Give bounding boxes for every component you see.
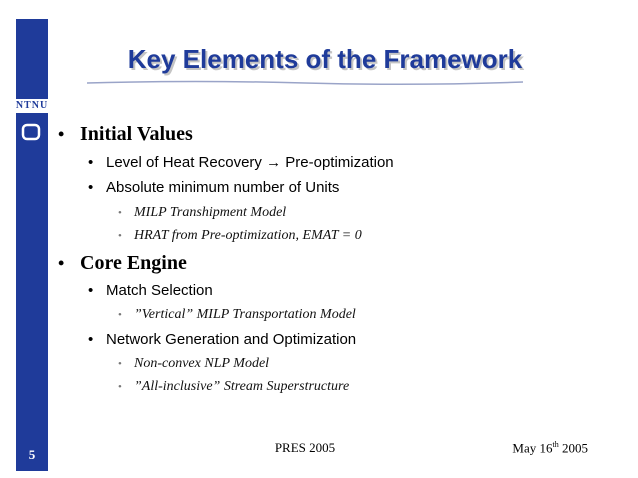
title-underline	[85, 80, 525, 86]
bullet-icon: •	[118, 358, 122, 370]
footer-conference: PRES 2005	[274, 440, 336, 455]
bullet-icon: •	[118, 230, 122, 242]
item-label-after: Pre-optimization	[285, 154, 394, 171]
section-label: Initial Values	[80, 123, 193, 145]
item-label: Level of Heat Recovery	[106, 154, 262, 171]
bullet-icon: •	[88, 331, 94, 348]
subitem-label: ”Vertical” MILP Transportation Model	[134, 307, 356, 322]
bullet-icon: •	[88, 179, 94, 196]
footer-date-sup: th	[552, 440, 559, 449]
bullet-icon: •	[58, 124, 65, 144]
sub-list-item	[118, 379, 349, 395]
subitem-label: MILP Transhipment Model	[134, 205, 287, 220]
section-initial-values	[58, 123, 193, 146]
bullet-icon: •	[58, 253, 65, 273]
list-item	[88, 282, 213, 299]
sidebar-band	[16, 19, 48, 471]
footer-date-suffix: 2005	[558, 440, 588, 456]
ntnu-logo-icon	[16, 118, 46, 146]
bullet-icon: •	[118, 309, 122, 321]
arrow-right-icon: →	[266, 154, 282, 171]
sub-list-item	[118, 228, 362, 244]
list-item	[88, 331, 356, 348]
ntnu-logo-text: NTNU	[15, 100, 49, 111]
list-item	[88, 154, 394, 171]
item-label: Network Generation and Optimization	[106, 331, 357, 348]
slide-title: Key Elements of the Framework	[127, 44, 523, 74]
bullet-icon: •	[88, 282, 94, 299]
bullet-icon: •	[88, 154, 94, 171]
bullet-icon: •	[118, 381, 122, 393]
footer-date-prefix: May 16	[512, 440, 553, 456]
subitem-label: HRAT from Pre-optimization, EMAT = 0	[134, 228, 362, 243]
item-label: Absolute minimum number of Units	[106, 179, 340, 196]
section-core-engine	[58, 252, 187, 275]
item-label: Match Selection	[106, 282, 213, 299]
sub-list-item	[118, 356, 269, 372]
sub-list-item	[118, 205, 286, 221]
sub-list-item	[118, 307, 356, 323]
bullet-icon: •	[118, 207, 122, 219]
footer-date	[470, 440, 588, 456]
subitem-label: ”All-inclusive” Stream Superstructure	[134, 379, 350, 394]
list-item	[88, 179, 339, 196]
subitem-label: Non-convex NLP Model	[134, 356, 270, 371]
section-label: Core Engine	[80, 252, 187, 274]
slide-number: 5	[28, 447, 36, 462]
